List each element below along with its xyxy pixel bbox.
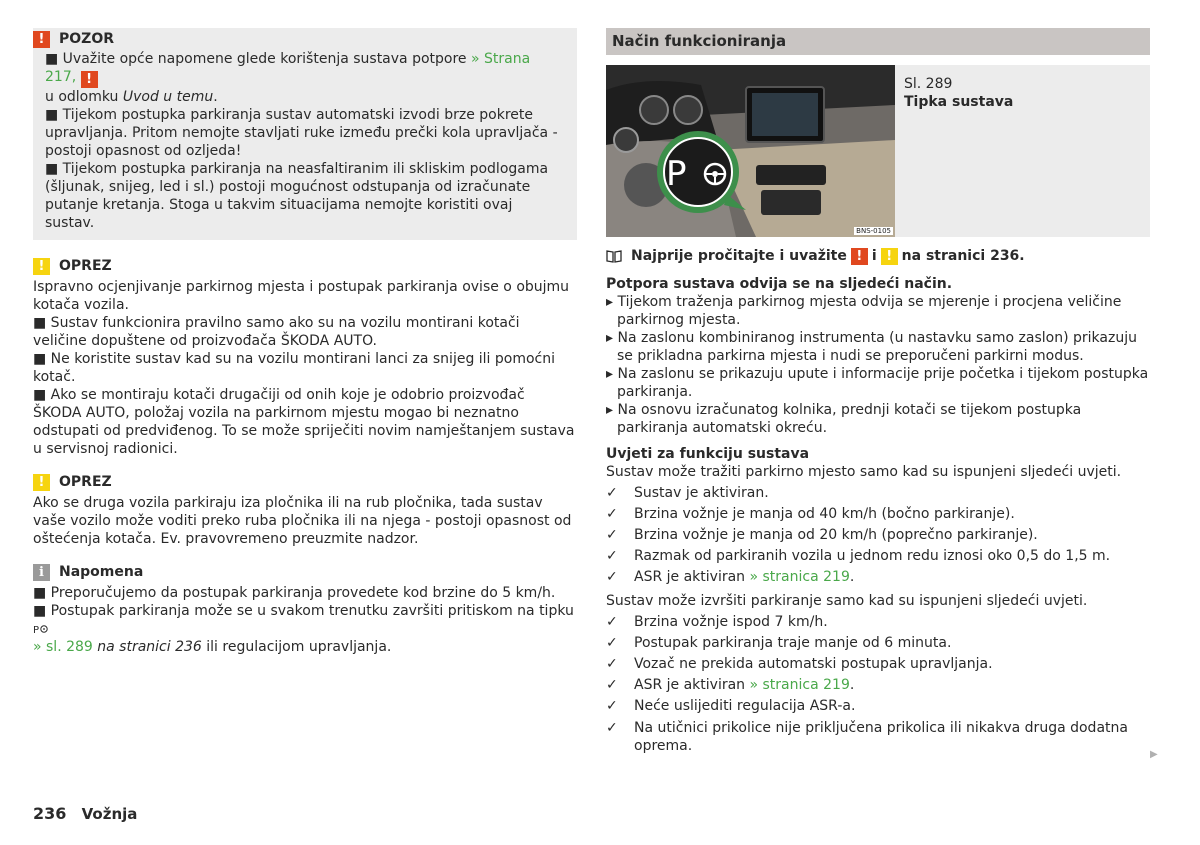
- oprez1-paragraph-3: ■ Ne koristite sustav kad su na vozilu montirani lanci za snijeg ili pomoćni kotač.: [33, 351, 556, 385]
- list-item: ✓ Vozač ne prekida automatski postupak upravljanja.: [606, 654, 1150, 675]
- warning-icon: !: [851, 248, 868, 265]
- oprez2-paragraph-1: Ako se druga vozila parkiraju iza pločnika ili na rub pločnika, tada sustav vaše vozilo može voditi preko ruba pločnika ili na njega - postoji opasnost od oštećenja kotača. Ev. pravovremeno preuzmite nadzor.: [33, 495, 572, 547]
- list-item: ✓ Razmak od parkiranih vozila u jednom redu iznosi oko 0,5 do 1,5 m.: [606, 546, 1150, 567]
- support-item: ▸ Na zaslonu se prikazuju upute i informacije prije početka i tijekom postupka parkiranja.: [606, 366, 1149, 400]
- list-item: ✓ Sustav je aktiviran.: [606, 483, 1150, 504]
- pozor-paragraph-1: ■ Uvažite opće napomene glede korištenja sustava potpore » Strana 217, ! u odlomku Uvod u temu.: [45, 51, 531, 105]
- list-item: ✓ Brzina vožnje je manja od 40 km/h (bočno parkiranje).: [606, 504, 1150, 525]
- napomena-header: [33, 562, 577, 582]
- conditions-intro-2: Sustav može izvršiti parkiranje samo kad su ispunjeni sljedeći uvjeti.: [606, 593, 1088, 609]
- dashboard-illustration: [606, 65, 895, 237]
- warning-icon: !: [81, 71, 98, 88]
- continue-arrow-icon: ▶: [1150, 749, 1158, 760]
- conditions-list-2: [606, 612, 1150, 755]
- figure-title: Tipka sustava: [904, 94, 1014, 110]
- conditions-list-1: [606, 483, 1150, 588]
- warning-icon: !: [33, 31, 50, 48]
- oprez1-paragraph-1: Ispravno ocjenjivanje parkirnog mjesta i postupak parkiranja ovise o obujmu kotača vozila.: [33, 279, 570, 313]
- link-sl-289[interactable]: » sl. 289: [33, 639, 93, 655]
- figure-289: [606, 65, 1150, 237]
- oprez1-paragraph-4: ■ Ako se montiraju kotači drugačiji od onih koje je odobrio proizvođač ŠKODA AUTO, položaj vozila na parkirnom mjestu mogao bi neznatno odstupati od predviđenog. To se može spriječiti novim namještanjem sustava u servisnoj radionici.: [33, 387, 575, 457]
- link-strana-217[interactable]: » Strana 217,: [45, 51, 531, 85]
- dashboard-photo: [606, 65, 895, 237]
- support-item: ▸ Na osnovu izračunatog kolnika, prednji kotači se tijekom postupka parkiranja automatski okreću.: [606, 402, 1082, 436]
- conditions-intro-1: Sustav može tražiti parkirno mjesto samo kad su ispunjeni sljedeći uvjeti.: [606, 464, 1122, 480]
- info-icon: i: [33, 564, 50, 581]
- napomena-paragraph-1: ■ Preporučujemo da postupak parkiranja provedete kod brzine do 5 km/h.: [33, 585, 556, 601]
- list-item: ✓ ASR je aktiviran » stranica 219.: [606, 567, 1150, 588]
- check-icon: ✓: [606, 569, 618, 585]
- section-title: Način funkcioniranja: [606, 28, 1150, 55]
- support-item: ▸ Na zaslonu kombiniranog instrumenta (u nastavku samo zaslon) prikazuju se prikladna parkirna mjesta i nudi se preporučeni parkirni modus.: [606, 330, 1137, 364]
- caution-icon: !: [881, 248, 898, 265]
- pozor-title: POZOR: [59, 31, 114, 47]
- napomena-title: Napomena: [59, 564, 144, 580]
- caution-icon: !: [33, 258, 50, 275]
- check-icon: ✓: [606, 485, 618, 501]
- oprez-header-2: [33, 472, 577, 492]
- oprez-title-1: OPREZ: [59, 258, 112, 274]
- list-item: ✓ ASR je aktiviran » stranica 219.: [606, 675, 1150, 696]
- svg-text:P: P: [666, 154, 687, 194]
- chapter-name: Vožnja: [81, 805, 138, 823]
- list-item: ✓ Brzina vožnje je manja od 20 km/h (poprečno parkiranje).: [606, 525, 1150, 546]
- first-read-note: Najprije pročitajte i uvažite ! i ! na stranici 236.: [606, 247, 1150, 265]
- right-column: [606, 28, 1150, 755]
- check-icon: ✓: [606, 548, 618, 564]
- check-icon: ✓: [606, 677, 618, 693]
- check-icon: ✓: [606, 506, 618, 522]
- figure-code: BNS-0105: [856, 227, 891, 235]
- check-icon: ✓: [606, 698, 618, 714]
- check-icon: ✓: [606, 656, 618, 672]
- link-stranica-219[interactable]: » stranica 219: [749, 569, 850, 585]
- oprez1-paragraph-2: ■ Sustav funkcionira pravilno samo ako su na vozilu montirani kotači veličine dopuštene od proizvođača ŠKODA AUTO.: [33, 315, 520, 349]
- pozor-header: [33, 29, 565, 49]
- conditions-title: Uvjeti za funkciju sustava: [606, 446, 810, 462]
- page-footer: [33, 805, 137, 823]
- napomena-paragraph-2: ■ Postupak parkiranja može se u svakom trenutku završiti pritiskom na tipku P » sl. 289 na stranici 236 ili regulacijom upravljanja.: [33, 603, 574, 655]
- support-item: ▸ Tijekom traženja parkirnog mjesta odvija se mjerenje i procjena veličine parkirnog mjesta.: [606, 294, 1122, 328]
- link-stranica-219[interactable]: » stranica 219: [749, 677, 850, 693]
- check-icon: ✓: [606, 635, 618, 651]
- figure-caption: [904, 75, 1013, 111]
- list-item: ✓ Neće uslijediti regulacija ASR-a.: [606, 696, 1150, 717]
- check-icon: ✓: [606, 614, 618, 630]
- left-column: [33, 28, 577, 656]
- page-number: 236: [33, 804, 67, 823]
- list-item: ✓ Na utičnici prikolice nije priključena prikolica ili nikakva druga dodatna oprema.: [606, 720, 1128, 754]
- figure-number: Sl. 289: [904, 76, 953, 92]
- book-icon: [606, 249, 622, 263]
- park-assist-button-icon: [33, 623, 48, 634]
- svg-text:P: P: [33, 625, 40, 634]
- pozor-box: [33, 28, 577, 240]
- oprez-header-1: [33, 256, 577, 276]
- list-item: ✓ Brzina vožnje ispod 7 km/h.: [606, 612, 1150, 633]
- list-item: ✓ Postupak parkiranja traje manje od 6 minuta.: [606, 633, 1150, 654]
- check-icon: ✓: [606, 720, 618, 736]
- caution-icon: !: [33, 474, 50, 491]
- support-title: Potpora sustava odvija se na sljedeći način.: [606, 276, 953, 292]
- pozor-paragraph-2: ■ Tijekom postupka parkiranja sustav automatski izvodi brze pokrete upravljanja. Pritom nemojte stavljati ruke između prečki kola upravljača - postoji opasnost od ozljeda!: [45, 107, 558, 159]
- oprez-title-2: OPREZ: [59, 474, 112, 490]
- check-icon: ✓: [606, 527, 618, 543]
- pozor-paragraph-3: ■ Tijekom postupka parkiranja na neasfaltiranim ili skliskim podlogama (šljunak, snijeg, led i sl.) postoji mogućnost odstupanja od izračunate putanje kretanja. Stoga u takvim situacijama nemojte koristiti ovaj sustav.: [45, 161, 549, 231]
